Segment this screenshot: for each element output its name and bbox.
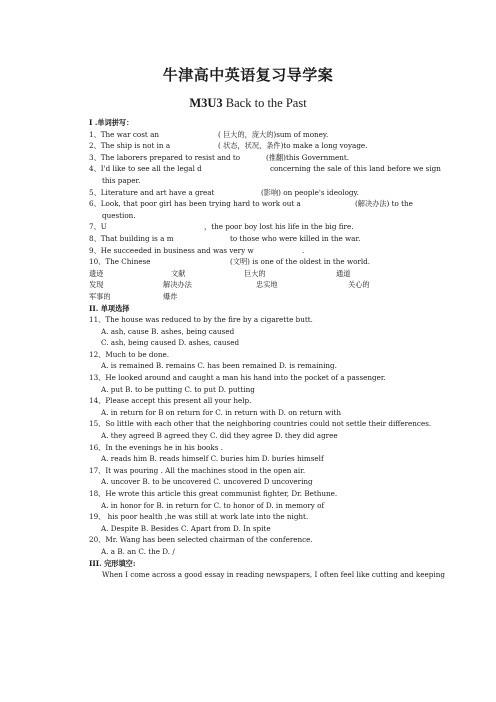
choice-options: A. uncover B. to be uncovered C. uncovered D uncovering bbox=[101, 477, 313, 487]
spelling-item-text: 1、The war cost an bbox=[89, 129, 160, 139]
spelling-item-3 bbox=[89, 152, 419, 164]
spelling-item-8 bbox=[89, 233, 419, 245]
section-heading-spelling: I .单词拼写： bbox=[89, 118, 134, 127]
cloze-passage-line: When I come across a good essay in reading newspapers, I often feel like cutting and keeping bbox=[102, 570, 445, 580]
spelling-item-text: 5、Literature and art have a great bbox=[89, 187, 215, 197]
spelling-item-text: 2、The ship is not in a bbox=[89, 141, 171, 151]
vocab-word: 通道 bbox=[336, 268, 351, 278]
choice-options: A. a B. an C. the D. / bbox=[101, 546, 175, 556]
unit-code: M3U3 bbox=[189, 96, 223, 110]
choice-line: 12、Much to be done. bbox=[89, 349, 169, 359]
vocab-word: 解决办法 bbox=[163, 280, 192, 290]
choice-options: A. put B. to be putting C. to put D. putting bbox=[101, 384, 255, 394]
spelling-item-2 bbox=[89, 140, 419, 152]
choice-line: 18、He wrote this article this great communist fighter, Dr. Bethune. bbox=[89, 489, 338, 498]
spelling-item-text: 3、The laborers prepared to resist and to bbox=[89, 152, 241, 162]
spelling-item-text: question. bbox=[102, 210, 136, 220]
choice-options: A. reads him B. reads himself C. buries him D. buries himself bbox=[101, 454, 324, 464]
choice-line: 19、 his poor health ,he was still at work late into the night. bbox=[89, 512, 309, 522]
spelling-item-hint: concerning the sale of this land before we sign bbox=[270, 164, 441, 174]
vocab-word: 巨大的 bbox=[244, 268, 266, 278]
choice-line: 13、He looked around and caught a man his hand into the pocket of a passenger. bbox=[89, 373, 386, 383]
page-title: 牛津高中英语复习导学案 bbox=[162, 66, 334, 84]
spelling-item-text: 10、The Chinese bbox=[89, 257, 151, 267]
spelling-item-text: this paper. bbox=[102, 175, 141, 185]
choice-line: 14、Please accept this present all your help. bbox=[89, 396, 252, 406]
spelling-item-4 bbox=[89, 163, 441, 175]
spelling-item-text: 8、That building is a m bbox=[89, 233, 174, 243]
vocab-row-1 bbox=[89, 268, 419, 280]
spelling-item-4-cont bbox=[89, 175, 419, 187]
spelling-item-text: 7、U bbox=[89, 222, 107, 232]
unit-name: Back to the Past bbox=[225, 96, 307, 110]
spelling-item-hint: ( 状态，状况，条件)to make a long voyage. bbox=[218, 141, 368, 151]
spelling-item-text: 4、I'd like to see all the legal d bbox=[89, 164, 202, 174]
vocab-word: 军事的 bbox=[89, 291, 111, 301]
spelling-item-hint: (影响) on people's ideology. bbox=[261, 187, 359, 197]
choice-line: 17、It was pouring . All the machines stood in the open air. bbox=[89, 465, 306, 475]
unit-subtitle bbox=[0, 96, 496, 111]
spelling-item-7 bbox=[89, 221, 419, 233]
spelling-item-hint: . bbox=[302, 245, 305, 255]
choice-options: C. ash, being caused D. ashes, caused bbox=[101, 338, 240, 348]
spelling-item-text: 9、He succeeded in business and was very w bbox=[89, 245, 254, 255]
spelling-item-10 bbox=[89, 256, 419, 268]
choice-line: 15、So little with each other that the neighboring countries could not settle their differences. bbox=[89, 419, 432, 429]
spelling-item-1 bbox=[89, 129, 419, 141]
vocab-row-2 bbox=[89, 279, 419, 291]
vocab-word: 文献 bbox=[171, 268, 186, 278]
spelling-item-6-cont bbox=[89, 210, 419, 222]
spelling-item-6 bbox=[89, 198, 419, 210]
spelling-item-hint: (推翻)this Government. bbox=[266, 152, 350, 162]
choice-options: A. they agreed B agreed they C. did they agree D. they did agree bbox=[101, 431, 338, 441]
vocab-word: 遗迹 bbox=[89, 268, 104, 278]
vocab-word: 关心的 bbox=[348, 280, 370, 290]
spelling-item-hint: (解决办法) to the bbox=[355, 199, 413, 209]
choice-options: A. in return for B on return for C. in return with D. on return with bbox=[101, 407, 341, 417]
worksheet-content bbox=[89, 117, 445, 581]
spelling-item-5 bbox=[89, 187, 419, 199]
vocab-row-3 bbox=[89, 291, 419, 303]
spelling-item-hint: ( 巨大的，庞大的)sum of money. bbox=[218, 129, 329, 139]
choice-line: 20、Mr. Wang has been selected chairman of the conference. bbox=[89, 535, 313, 545]
choice-options: A. Despite B. Besides C. Apart from D. In spite bbox=[101, 523, 271, 533]
vocab-word: 发现 bbox=[89, 280, 104, 290]
choice-options: A. ash, cause B. ashes, being caused bbox=[101, 326, 235, 336]
spelling-item-hint: to those who were killed in the war. bbox=[230, 233, 361, 243]
choice-line: 11、The house was reduced to by the fire by a cigarette butt. bbox=[89, 315, 313, 325]
spelling-item-hint: (文明) is one of the oldest in the world. bbox=[230, 257, 371, 267]
choice-options: A. in honor for B. in return for C. to honor of D. in memory of bbox=[101, 500, 325, 510]
spelling-item-9 bbox=[89, 245, 419, 257]
section-heading-cloze: III. 完形填空: bbox=[89, 558, 136, 568]
vocab-word: 爆炸 bbox=[163, 291, 178, 301]
spelling-item-hint: ，the poor boy lost his life in the big fire. bbox=[204, 222, 354, 232]
choice-line: 16、In the evenings he in his books . bbox=[89, 442, 223, 452]
vocab-word: 忠实地 bbox=[256, 280, 278, 290]
section-heading-choice: II. 单项选择 bbox=[89, 303, 130, 313]
choice-options: A. is remained B. remains C. has been remained D. is remaining. bbox=[101, 361, 337, 371]
spelling-item-text: 6、Look, that poor girl has been trying hard to work out a bbox=[89, 199, 301, 209]
